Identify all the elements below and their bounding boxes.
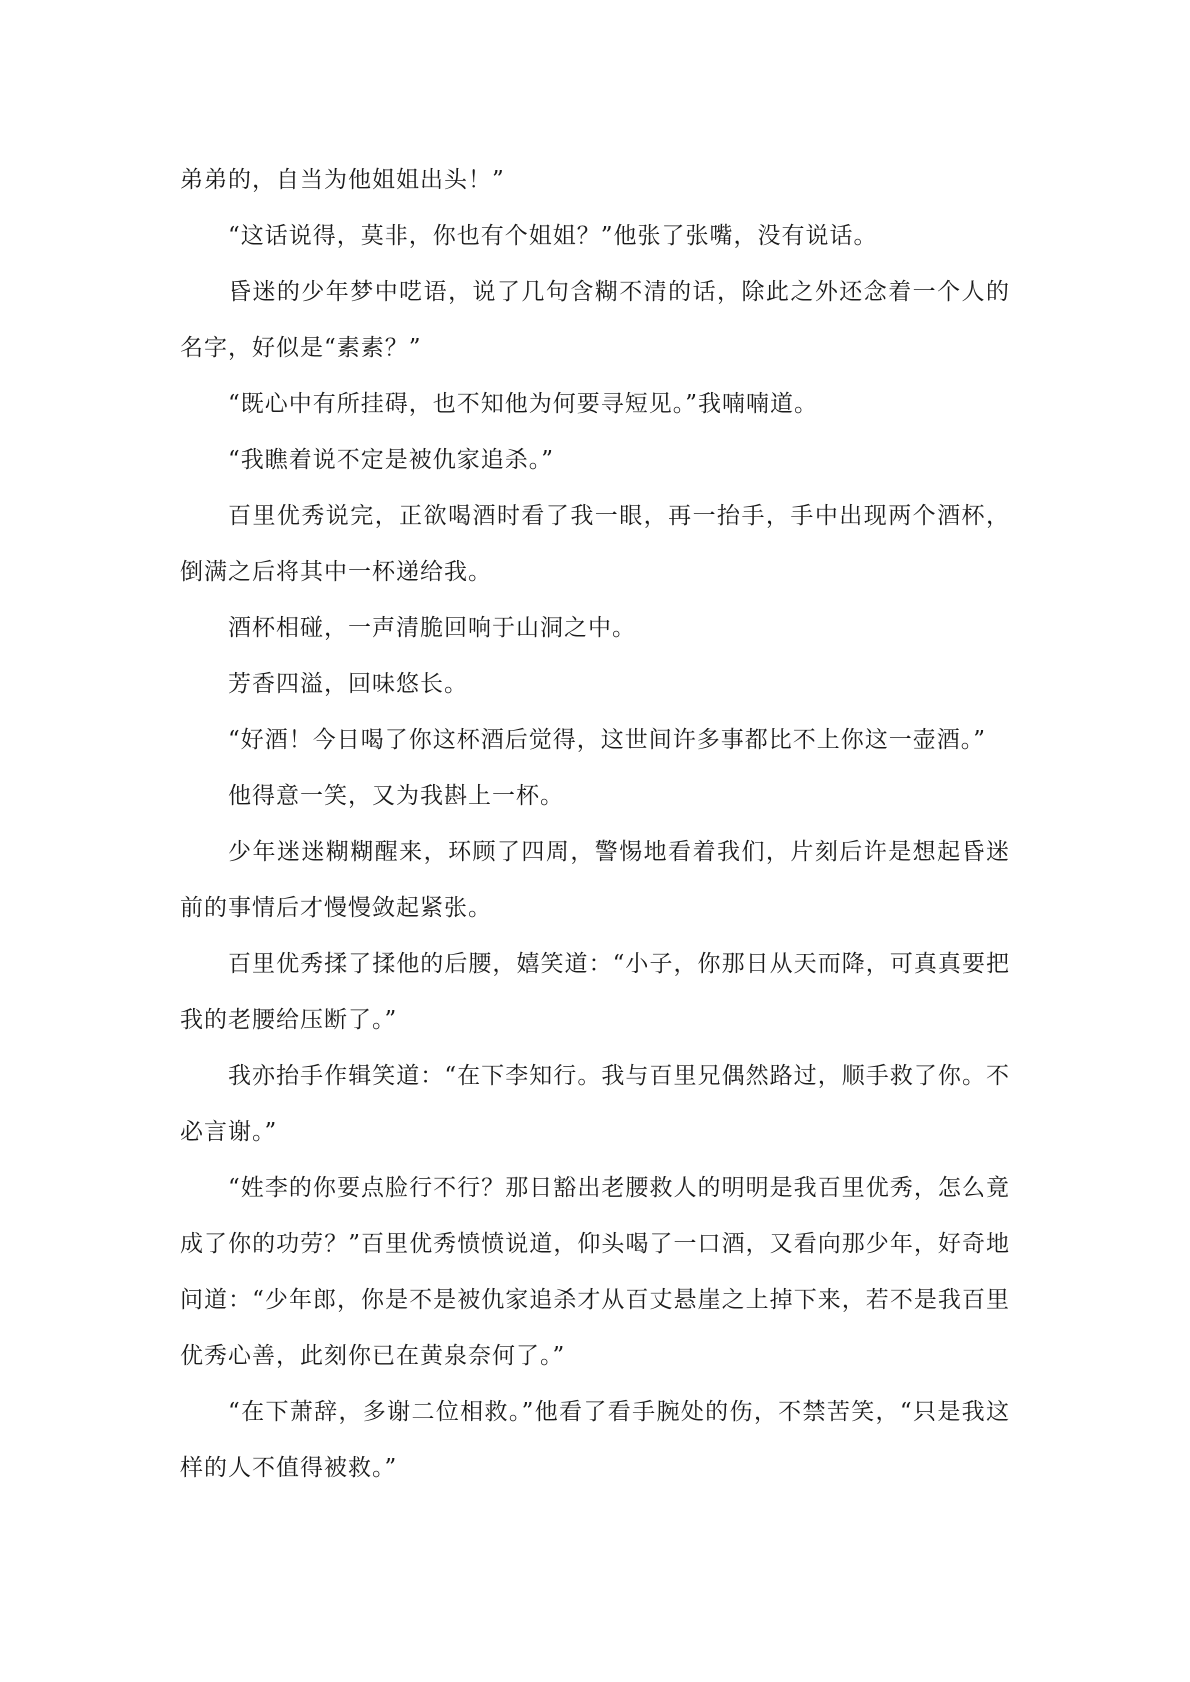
paragraph: “这话说得，莫非，你也有个姐姐？”他张了张嘴，没有说话。	[228, 223, 878, 249]
paragraph: 酒杯相碰，一声清脆回响于山洞之中。	[228, 615, 636, 641]
paragraph: “我瞧着说不定是被仇家追杀。”	[228, 447, 555, 473]
paragraph: “在下萧辞，多谢二位相救。”他看了看手腕处的伤，不禁苦笑，“只是我这样的人不值得被救。”	[180, 1399, 1010, 1481]
paragraph: “姓李的你要点脸行不行？那日豁出老腰救人的明明是我百里优秀，怎么竟成了你的功劳？”百里优秀愤愤说道，仰头喝了一口酒，又看向那少年，好奇地问道：“少年郎，你是不是被仇家追杀才从百丈悬崖之上掉下来，若不是我百里优秀心善，此刻你已在黄泉奈何了。”	[180, 1175, 1010, 1369]
document-body	[180, 152, 1010, 1496]
paragraph: 他得意一笑，又为我斟上一杯。	[228, 783, 564, 809]
paragraph: 芳香四溢，回味悠长。	[228, 671, 468, 697]
paragraph: 百里优秀说完，正欲喝酒时看了我一眼，再一抬手，手中出现两个酒杯，倒满之后将其中一杯递给我。	[180, 503, 1010, 585]
paragraph: 我亦抬手作辑笑道：“在下李知行。我与百里兄偶然路过，顺手救了你。不必言谢。”	[180, 1063, 1010, 1145]
paragraph: “既心中有所挂碍，也不知他为何要寻短见。”我喃喃道。	[228, 391, 819, 417]
paragraph: 弟弟的，自当为他姐姐出头！”	[180, 167, 505, 193]
paragraph: “好酒！今日喝了你这杯酒后觉得，这世间许多事都比不上你这一壶酒。”	[228, 727, 987, 753]
paragraph: 少年迷迷糊糊醒来，环顾了四周，警惕地看着我们，片刻后许是想起昏迷前的事情后才慢慢敛起紧张。	[180, 839, 1010, 921]
paragraph: 昏迷的少年梦中呓语，说了几句含糊不清的话，除此之外还念着一个人的名字，好似是“素素？”	[180, 279, 1010, 361]
paragraph: 百里优秀揉了揉他的后腰，嬉笑道：“小子，你那日从天而降，可真真要把我的老腰给压断了。”	[180, 951, 1010, 1033]
